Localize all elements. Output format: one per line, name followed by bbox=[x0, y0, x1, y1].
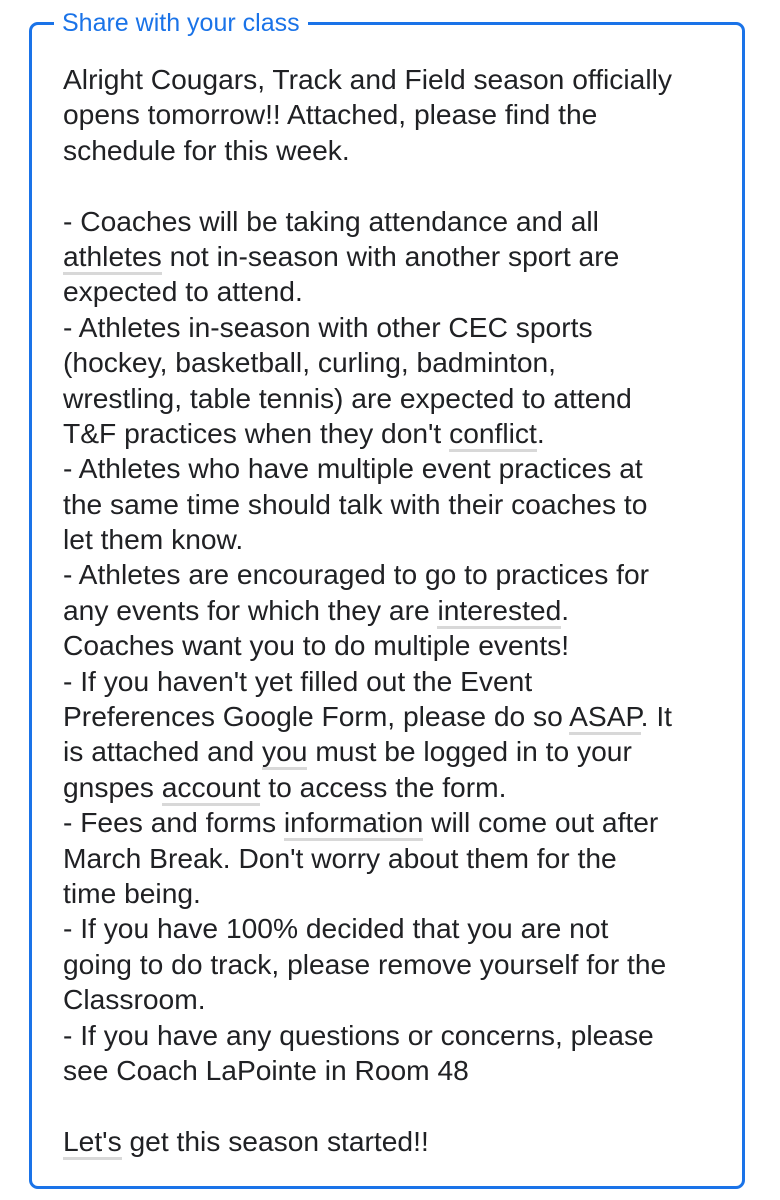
text-line: going to do track, please remove yourself for the bbox=[63, 947, 667, 980]
spellcheck-word[interactable]: interested bbox=[437, 594, 561, 629]
text-line: Alright Cougars, Track and Field season officially bbox=[63, 63, 672, 95]
text-line: T&F practices when they don't conflict. bbox=[63, 416, 735, 451]
text-line: - If you have 100% decided that you are not bbox=[63, 912, 609, 945]
text-line: expected to attend. bbox=[63, 275, 303, 308]
text-line: - Athletes who have multiple event practices at bbox=[63, 452, 643, 485]
text-line: Coaches want you to do multiple events! bbox=[63, 629, 570, 662]
share-with-class-label: Share with your class bbox=[54, 6, 308, 40]
info-list bbox=[63, 204, 735, 1089]
text-line: gnspes account to access the form. bbox=[63, 770, 735, 805]
text-line: - Athletes are encouraged to go to practices for bbox=[63, 558, 650, 591]
spellcheck-word[interactable]: you bbox=[262, 735, 307, 770]
spellcheck-word[interactable]: Let's bbox=[63, 1125, 122, 1160]
text-line: - If you have any questions or concerns, please bbox=[63, 1018, 654, 1051]
spellcheck-word[interactable]: athletes bbox=[63, 240, 162, 275]
text-line: Preferences Google Form, please do so ASAP. It bbox=[63, 699, 735, 734]
text-line: athletes not in-season with another sport are bbox=[63, 239, 735, 274]
text-line: time being. bbox=[63, 876, 201, 909]
announcement-textarea[interactable] bbox=[63, 62, 735, 1159]
text-line: is attached and you must be logged in to your bbox=[63, 734, 735, 769]
closing-line: Let's get this season started!! bbox=[63, 1124, 735, 1159]
blank-line bbox=[63, 1088, 735, 1123]
text-line: - Fees and forms information will come out after bbox=[63, 805, 735, 840]
intro-paragraph bbox=[63, 62, 735, 168]
spellcheck-word[interactable]: ASAP bbox=[569, 700, 641, 735]
spellcheck-word[interactable]: account bbox=[162, 771, 261, 806]
text-line: - If you haven't yet filled out the Event bbox=[63, 664, 533, 697]
text-line: - Athletes in-season with other CEC sports bbox=[63, 310, 593, 343]
spellcheck-word[interactable]: information bbox=[284, 806, 423, 841]
text-line: any events for which they are interested. bbox=[63, 593, 735, 628]
text-line: see Coach LaPointe in Room 48 bbox=[63, 1053, 469, 1086]
text-line: - Coaches will be taking attendance and all bbox=[63, 204, 599, 237]
text-line: the same time should talk with their coaches to bbox=[63, 487, 648, 520]
text-line: March Break. Don't worry about them for the bbox=[63, 841, 617, 874]
text-line: let them know. bbox=[63, 523, 244, 556]
blank-line bbox=[63, 168, 735, 203]
text-line: (hockey, basketball, curling, badminton, bbox=[63, 346, 557, 379]
text-line: schedule for this week. bbox=[63, 133, 350, 166]
spellcheck-word[interactable]: conflict bbox=[449, 417, 537, 452]
text-line: Classroom. bbox=[63, 983, 206, 1016]
text-line: wrestling, table tennis) are expected to attend bbox=[63, 381, 632, 414]
text-line: opens tomorrow!! Attached, please find the bbox=[63, 98, 598, 131]
